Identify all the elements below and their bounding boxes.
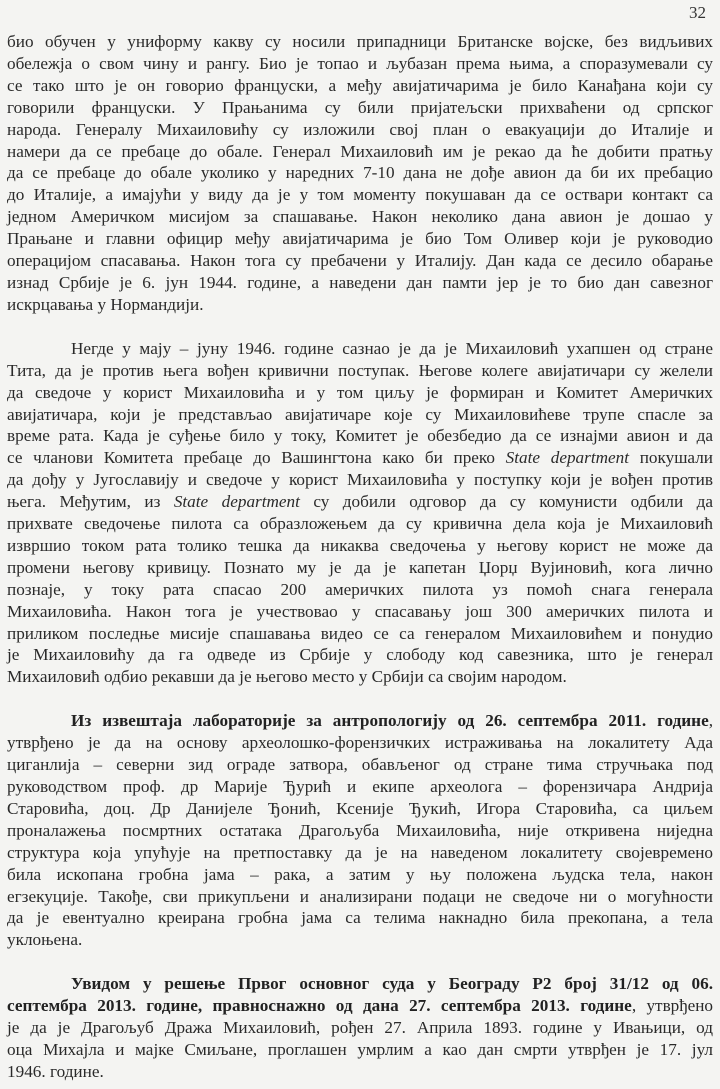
text-line	[7, 338, 713, 360]
text-line	[7, 864, 713, 886]
text-run: 1946. године.	[7, 1061, 104, 1081]
text-line	[7, 272, 713, 294]
text-line	[7, 404, 713, 426]
text-run: Старовића, доц. Др Данијеле Ђонић, Ксеније Ђукић, Игора Старовића, са циљем	[7, 798, 713, 818]
italic-text: State department	[173, 492, 300, 512]
paragraph-gap	[7, 688, 713, 710]
text-line	[7, 425, 713, 447]
text-run: изнад Србије је 6. јун 1944. године, а наведени дан памти јер је то био дан савезног	[7, 272, 713, 292]
paragraph-gap	[7, 316, 713, 338]
text-run: промени његову кривицу. Познато му је да је капетан Џорџ Вујиновић, кога лично	[7, 557, 713, 577]
text-line	[7, 294, 713, 316]
text-line	[7, 557, 713, 579]
text-line	[7, 579, 713, 601]
text-line	[7, 995, 713, 1017]
text-run: оца Михајла и мајке Смиљане, проглашен умрлим а као дан смрти утврђен је 17. јул	[7, 1039, 713, 1059]
text-run: до Италије, а имајући у виду да је у том моменту покушаван да се оствари контакт са	[7, 185, 713, 205]
text-run: једном Америчком мисијом за спашавање. Након неколико дана авион је дошао у	[7, 207, 713, 227]
text-run: егзекуције. Такође, сви прикупљени и анализирани подаци не сведоче ни о могућности	[7, 886, 713, 906]
text-run: да се пребаце до обале уколико у наредних 7-10 дана не дође авион да би их пребацио	[7, 163, 713, 183]
text-run: извршио током рата толико тешка да никаква сведочења у његову корист не може да	[7, 535, 713, 555]
text-run: Михаиловића. Након тога је учествовао у спасавању још 300 америчких пилота и	[7, 601, 713, 621]
text-run: циганлија – северни зид ограде затвора, обављеног од стране тима стручњака под	[7, 755, 713, 775]
text-run: операцијом спасавања. Након тога су пребачени у Италију. Дан када се десило обарање	[7, 251, 713, 271]
text-line	[7, 206, 713, 228]
text-run: време рата. Када је суђење било у току, Комитет је обезбедио да се изнајми авион и да	[7, 426, 713, 446]
text-run: да је евентуално креирана гробна јама са телима накнадно била прекопана, а тела	[7, 908, 713, 928]
text-run: обележја о свом чину и рангу. Био је топао и љубазан према њима, а споразумевали су	[7, 53, 713, 73]
text-line	[7, 53, 713, 75]
text-line	[7, 601, 713, 623]
text-line	[7, 1017, 713, 1039]
text-run: њега. Међутим, из	[7, 492, 174, 512]
text-line	[7, 842, 713, 864]
text-line	[7, 75, 713, 97]
text-run: био обучен у униформу какву су носили припадници Британске војске, без видљивих	[7, 32, 713, 51]
text-line	[7, 162, 713, 184]
text-line	[7, 1061, 713, 1083]
text-line	[7, 798, 713, 820]
text-line	[7, 623, 713, 645]
text-run: народа. Генералу Михаиловићу су изложили свој план о евакуацији до Италије и	[7, 119, 713, 139]
text-line	[7, 732, 713, 754]
text-line	[7, 513, 713, 535]
text-line	[7, 754, 713, 776]
text-run: је Михаиловићу да га одведе из Србије у слободу код савезника, што је генерал	[7, 645, 713, 665]
text-line	[7, 907, 713, 929]
text-run: искрцавања у Нормандији.	[7, 294, 204, 314]
text-line	[7, 250, 713, 272]
text-run: авијатичара, који је представљао авијатичаре које су Михаиловићеве трупе спасле за	[7, 404, 713, 424]
text-run: намери да се пребаце до обале. Генерал Михаиловић им је рекао да ће добити пратњу	[7, 141, 713, 161]
bold-text: Из извештаја лабораторије за антропологију од 26. септембра 2011. године	[71, 711, 709, 731]
text-run: познаје, у току рата спасао 200 америчких пилота уз помоћ снага генерала	[7, 579, 713, 599]
text-run: да дођу у Југославију и сведоче у корист Михаиловића у поступку који је вођен против	[7, 470, 713, 490]
text-line	[7, 886, 713, 908]
page-number: 32	[689, 3, 706, 22]
paragraph-gap	[7, 951, 713, 973]
text-run: структура која упућује на претпоставку да је на наведеном локалитету својевремено	[7, 842, 713, 862]
text-run: ,	[708, 711, 713, 731]
text-run: , утврђено	[631, 996, 713, 1016]
text-line	[7, 360, 713, 382]
text-line	[7, 710, 713, 732]
paragraph	[7, 710, 713, 951]
text-run: утврђено је да на основу археолошко-форензичких истраживања на локалитету Ада	[7, 733, 713, 753]
text-line	[7, 184, 713, 206]
text-run: Михаиловић одбио рекавши да је његово место у Србији са својим народом.	[7, 667, 567, 687]
text-line	[7, 666, 713, 688]
text-line	[7, 469, 713, 491]
text-run: прихвате сведочење пилота са образложењем да су кривична дела која је Михаиловић	[7, 514, 713, 534]
text-line	[7, 119, 713, 141]
text-line	[7, 1039, 713, 1061]
text-line	[7, 31, 713, 53]
text-run: покушали	[629, 448, 713, 468]
text-run: приликом последње мисије спашавања видео се са генералом Михаиловићем и понудио	[7, 623, 713, 643]
text-line	[7, 820, 713, 842]
text-run: говорили француски. У Прањанима су били пријатељски прихваћени од српског	[7, 97, 713, 117]
text-run: била ископана гробна јама – рака, а затим у њу положена људска тела, након	[7, 864, 713, 884]
text-line	[7, 491, 713, 513]
text-run: проналажења посмртних остатака Драгољуба Михаиловића, није откривена ниједна	[7, 820, 713, 840]
text-run: је да је Драгољуб Дража Михаиловић, рођен 27. Априла 1893. године у Ивањици, од	[7, 1018, 713, 1038]
text-run: се тако што је он говорио француски, а међу авијатичарима је било Канађана који су	[7, 75, 713, 95]
text-line	[7, 97, 713, 119]
italic-text: State department	[505, 448, 630, 468]
text-run: да сведоче у корист Михаиловића и у том циљу је формиран и Комитет Америчких	[7, 382, 713, 402]
text-line	[7, 382, 713, 404]
bold-text: септембра 2013. године, правноснажно од дана 27. септембра 2013. године	[7, 996, 632, 1016]
text-line	[7, 447, 713, 469]
paragraph	[7, 338, 713, 689]
text-line	[7, 535, 713, 557]
text-line	[7, 973, 713, 995]
text-run: уклоњена.	[7, 930, 83, 950]
paragraph	[7, 973, 713, 1083]
text-run: Прањане и главни официр међу авијатичарима је био Том Оливер који је руководио	[7, 229, 713, 249]
text-run: се чланови Комитета пребаце до Вашингтона како би преко	[7, 448, 506, 468]
text-run: Тита, да је против њега вођен кривични поступак. Његове колеге авијатичари су желели	[7, 360, 713, 380]
text-line	[7, 141, 713, 163]
bold-text: Увидом у решење Првог основног суда у Београду Р2 број 31/12 од 06.	[71, 974, 713, 994]
text-line	[7, 228, 713, 250]
text-line	[7, 776, 713, 798]
text-run: руководством проф. др Марије Ђурић и екипе археолога – форензичара Андрија	[7, 777, 713, 796]
paragraph	[7, 31, 713, 316]
text-run: Негде у мају – јуну 1946. године сазнао је да је Михаиловић ухапшен од стране	[71, 338, 713, 358]
text-line	[7, 929, 713, 951]
text-run: су добили одговор да су комунисти одбили да	[299, 492, 713, 512]
text-line	[7, 644, 713, 666]
document-body	[7, 31, 713, 1083]
